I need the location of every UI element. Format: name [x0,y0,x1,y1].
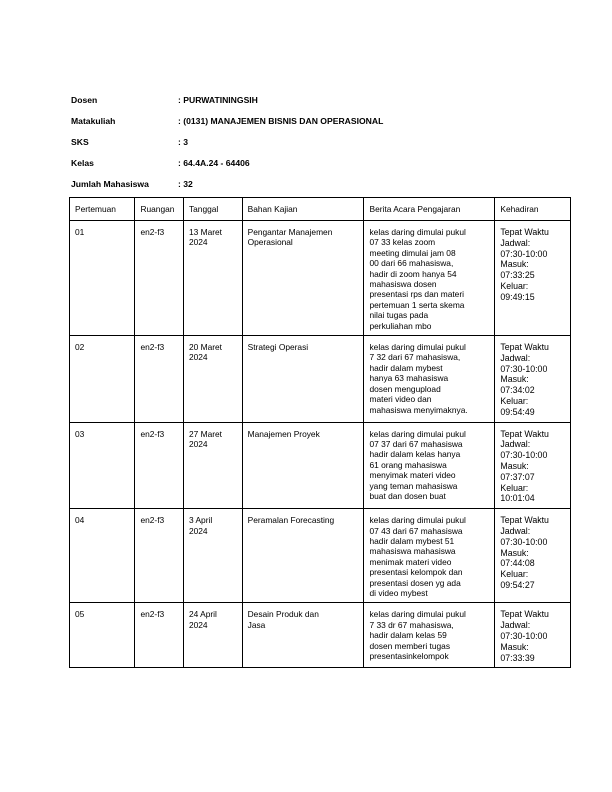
table-row [70,422,571,509]
matakuliah-label: Matakuliah [71,116,116,126]
table-row [70,509,571,603]
cell-tanggal: 24 April 2024 [183,603,242,668]
cell-kehadiran: Tepat Waktu Jadwal: 07:30-10:00 Masuk: 07:33:25 Keluar: 09:49:15 [495,221,571,336]
cell-ruangan: en2-f3 [135,509,184,603]
matakuliah-value: : (0131) MANAJEMEN BISNIS DAN OPERASIONAL [178,116,384,126]
header-tanggal: Tanggal [183,198,242,221]
dosen-value: : PURWATININGSIH [178,95,258,105]
dosen-label: Dosen [71,95,98,105]
cell-bahan: Pengantar Manajemen Operasional [242,221,364,336]
cell-bahan: Desain Produk dan Jasa [242,603,364,668]
cell-pertemuan: 04 [70,509,135,603]
cell-berita: kelas daring dimulai pukul 07 33 kelas zoom meeting dimulai jam 08 00 dari 66 mahasiswa, hadir di zoom hanya 54 mahasiswa dosen presentasi rps dan materi pertemuan 1 serta skema nilai tugas pada perkuliahan mbo [364,221,495,336]
cell-ruangan: en2-f3 [135,603,184,668]
table-row [70,603,571,668]
table-row [70,336,571,423]
cell-ruangan: en2-f3 [135,221,184,336]
cell-berita: kelas daring dimulai pukul 07 43 dari 67 mahasiswa hadir dalam mybest 51 mahasiswa mahasiswa menimak materi video presentasi kelompok dan presentasi dosen yg ada di video mybest [364,509,495,603]
cell-pertemuan: 03 [70,422,135,509]
sks-value: : 3 [178,137,189,147]
header-pertemuan: Pertemuan [70,198,135,221]
cell-kehadiran: Tepat Waktu Jadwal: 07:30-10:00 Masuk: 07:44:08 Keluar: 09:54:27 [495,509,571,603]
header-berita: Berita Acara Pengajaran [364,198,495,221]
cell-kehadiran: Tepat Waktu Jadwal: 07:30-10:00 Masuk: 07:33:39 [495,603,571,668]
header-ruangan: Ruangan [135,198,184,221]
cell-berita: kelas daring dimulai pukul 7 33 dr 67 mahasiswa, hadir dalam kelas 59 dosen memberi tugas presentasinkelompok [364,603,495,668]
cell-kehadiran: Tepat Waktu Jadwal: 07:30-10:00 Masuk: 07:37:07 Keluar: 10:01:04 [495,422,571,509]
cell-tanggal: 20 Maret 2024 [183,336,242,423]
sks-label: SKS [71,137,89,147]
cell-bahan: Manajemen Proyek [242,422,364,509]
teaching-report-table [69,197,571,668]
cell-bahan: Peramalan Forecasting [242,509,364,603]
jumlah-value: : 32 [178,179,193,189]
jumlah-label: Jumlah Mahasiswa [71,179,149,189]
header-bahan: Bahan Kajian [242,198,364,221]
cell-ruangan: en2-f3 [135,336,184,423]
cell-bahan: Strategi Operasi [242,336,364,423]
cell-tanggal: 27 Maret 2024 [183,422,242,509]
cell-tanggal: 3 April 2024 [183,509,242,603]
kelas-value: : 64.4A.24 - 64406 [178,158,250,168]
table-row [70,221,571,336]
cell-pertemuan: 01 [70,221,135,336]
cell-pertemuan: 02 [70,336,135,423]
cell-ruangan: en2-f3 [135,422,184,509]
header-kehadiran: Kehadiran [495,198,571,221]
cell-berita: kelas daring dimulai pukul 7 32 dari 67 mahasiswa, hadir dalam mybest hanya 63 mahasiswa dosen mengupload materi video dan mahasiswa menyimaknya. [364,336,495,423]
cell-kehadiran: Tepat Waktu Jadwal: 07:30-10:00 Masuk: 07:34:02 Keluar: 09:54:49 [495,336,571,423]
cell-tanggal: 13 Maret 2024 [183,221,242,336]
kelas-label: Kelas [71,158,94,168]
cell-pertemuan: 05 [70,603,135,668]
cell-berita: kelas daring dimulai pukul 07 37 dari 67 mahasiswa hadir dalam kelas hanya 61 orang mahasiswa menyimak materi video yang teman mahasiswa buat dan dosen buat [364,422,495,509]
table-header-row [70,198,571,221]
